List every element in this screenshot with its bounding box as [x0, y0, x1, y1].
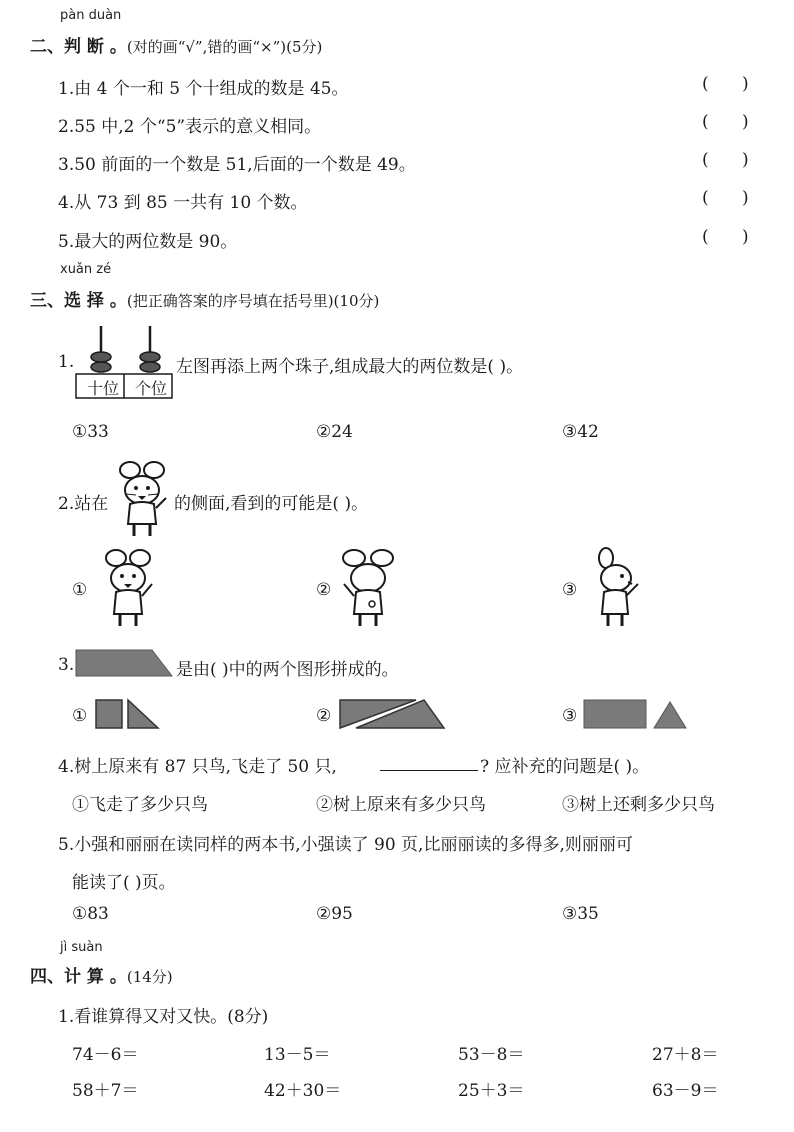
- q2-option-2[interactable]: ②: [316, 580, 332, 600]
- calc-row2-item-3[interactable]: 25＋3＝: [458, 1081, 525, 1101]
- judge-item-2: 2.55 中,2 个“5”表示的意义相同。: [58, 117, 322, 137]
- judge-item-5: 5.最大的两位数是 90。: [58, 232, 238, 252]
- section3-note: (把正确答案的序号填在括号里)(10分): [126, 292, 380, 310]
- judge-item-1: 1.由 4 个一和 5 个十组成的数是 45。: [58, 79, 349, 99]
- judge-answer-2[interactable]: ( ): [702, 112, 749, 132]
- section4-note: (14分): [126, 968, 173, 986]
- judge-item-3: 3.50 前面的一个数是 51,后面的一个数是 49。: [58, 155, 416, 175]
- q3-option-1[interactable]: ①: [72, 706, 88, 726]
- q1-option-3[interactable]: ③42: [562, 422, 599, 442]
- q2-text: 的侧面,看到的可能是( )。: [174, 494, 369, 514]
- q1-option-2[interactable]: ②24: [316, 422, 353, 442]
- rectangle-triangle-shapes: [582, 698, 692, 730]
- q5-option-2[interactable]: ②95: [316, 904, 353, 924]
- abacus-ones-label: 个位: [134, 379, 167, 398]
- q2-option-1[interactable]: ①: [72, 580, 88, 600]
- section2-pinyin: pàn duàn: [60, 8, 122, 23]
- bunny-back-icon: [336, 546, 400, 630]
- judge-answer-3[interactable]: ( ): [702, 150, 749, 170]
- section4-pinyin: jì suàn: [60, 940, 103, 955]
- calc-subheading: 1.看谁算得又对又快。(8分): [58, 1007, 269, 1027]
- section2-heading: [30, 32, 322, 57]
- bunny-front-icon: [112, 458, 172, 540]
- judge-answer-4[interactable]: ( ): [702, 188, 749, 208]
- section3-title: 三、选 择 。: [30, 291, 127, 311]
- q5-option-3[interactable]: ③35: [562, 904, 599, 924]
- q5-line-1: 5.小强和丽丽在读同样的两本书,小强读了 90 页,比丽丽读的多得多,则丽丽可: [58, 835, 633, 855]
- q3-number: 3.: [58, 655, 75, 675]
- q5-line-2: 能读了( )页。: [72, 873, 176, 893]
- section3-heading: [30, 286, 379, 311]
- judge-item-4: 4.从 73 到 85 一共有 10 个数。: [58, 193, 308, 213]
- section4-title: 四、计 算 。: [30, 967, 127, 987]
- q4-option-2[interactable]: ②树上原来有多少只鸟: [316, 795, 486, 815]
- calc-row2-item-4[interactable]: 63－9＝: [652, 1081, 719, 1101]
- trapezoid-shape: [74, 648, 174, 678]
- calc-row2-item-2[interactable]: 42＋30＝: [264, 1081, 342, 1101]
- section2-title: 二、判 断 。: [30, 37, 127, 57]
- q1-number: 1.: [58, 352, 75, 372]
- q1-text: 左图再添上两个珠子,组成最大的两位数是( )。: [176, 357, 524, 377]
- calc-row2-item-1[interactable]: 58＋7＝: [72, 1081, 139, 1101]
- q3-option-2[interactable]: ②: [316, 706, 332, 726]
- q2-option-3[interactable]: ③: [562, 580, 578, 600]
- calc-row1-item-4[interactable]: 27＋8＝: [652, 1045, 719, 1065]
- square-triangle-shapes: [94, 698, 164, 730]
- two-triangles-shapes: [338, 698, 448, 730]
- q4-text: 4.树上原来有 87 只鸟,飞走了 50 只,: [58, 757, 337, 777]
- q4-option-3[interactable]: ③树上还剩多少只鸟: [562, 795, 715, 815]
- judge-answer-5[interactable]: ( ): [702, 227, 749, 247]
- q1-option-1[interactable]: ①33: [72, 422, 109, 442]
- q4-text-2: ? 应补充的问题是( )。: [480, 757, 650, 777]
- judge-answer-1[interactable]: ( ): [702, 74, 749, 94]
- section3-pinyin: xuǎn zé: [60, 262, 112, 277]
- calc-row1-item-2[interactable]: 13－5＝: [264, 1045, 331, 1065]
- q3-text: 是由( )中的两个图形拼成的。: [176, 660, 399, 680]
- section4-heading: [30, 962, 173, 987]
- section2-note: (对的画“√”,错的画“×”)(5分): [126, 38, 323, 56]
- calc-row1-item-3[interactable]: 53－8＝: [458, 1045, 525, 1065]
- q5-option-1[interactable]: ①83: [72, 904, 109, 924]
- bunny-side-icon: [584, 546, 648, 630]
- q3-option-3[interactable]: ③: [562, 706, 578, 726]
- q2-prefix: 2.站在: [58, 494, 109, 514]
- abacus-tens-label: 十位: [86, 379, 119, 398]
- calc-row1-item-1[interactable]: 74－6＝: [72, 1045, 139, 1065]
- q4-option-1[interactable]: ①飞走了多少只鸟: [72, 795, 208, 815]
- q4-answer-blank[interactable]: [380, 770, 478, 771]
- bunny-front-option-icon: [96, 546, 160, 630]
